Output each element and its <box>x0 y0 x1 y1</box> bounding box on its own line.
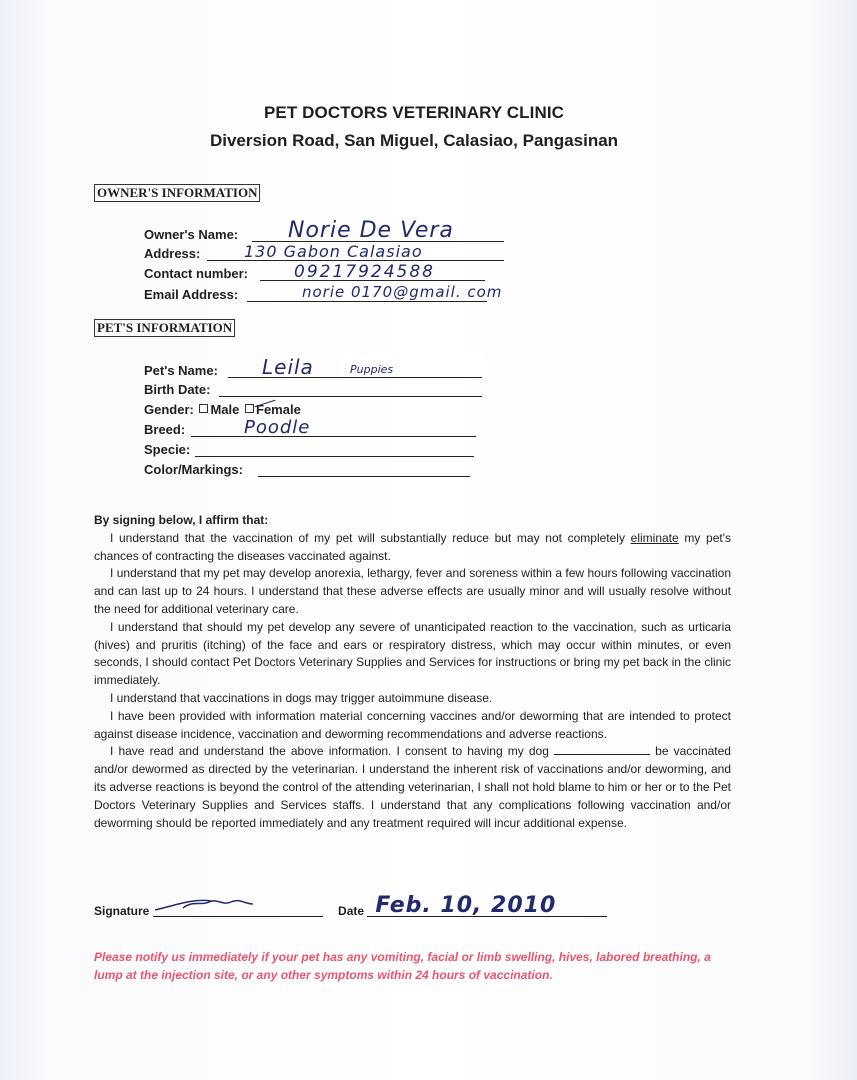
pet-name-value: Leila <box>262 355 314 379</box>
pet-specie-line <box>195 455 474 457</box>
owner-name-value: Norie De Vera <box>288 218 454 243</box>
consent-heading: By signing below, I affirm that: <box>94 513 269 527</box>
pet-gender-label: Gender: <box>144 402 194 417</box>
male-checkbox[interactable] <box>199 404 208 413</box>
date-line[interactable] <box>367 893 607 918</box>
consent-paragraph-1 <box>94 530 731 566</box>
owner-address-label: Address: <box>144 246 201 261</box>
owner-contact-label: Contact number: <box>144 266 248 281</box>
pet-color-label: Color/Markings: <box>144 462 243 477</box>
pet-section-title: PET'S INFORMATION <box>94 319 235 337</box>
consent-paragraph-5: I have been provided with information material concerning vaccines and/or deworming that are intended to protect against disease incidence, vaccination and deworming recommendations and adverse reactions. <box>94 708 731 741</box>
consent-p6-after: be vaccinated and/or dewormed as directed by the veterinarian. I understand the inherent risk of vaccinations and/or deworming, and its adverse reactions is beyond the control of the attending veterinarian, I shall not hold blame to him or her or to the Pet Doctors Veterinary Supplies and Services staffs. I understand that any complications following vaccination and/or deworming should be reported immediately and any treatment required will incur additional expense. <box>94 744 731 830</box>
consent-paragraph-6 <box>94 743 731 832</box>
pet-gender-field[interactable] <box>144 399 384 419</box>
date-value: Feb. 10, 2010 <box>375 893 557 918</box>
owner-address-value: 130 Gabon Calasiao <box>244 242 423 261</box>
signature-row <box>94 893 607 918</box>
consent-p1-underlined: eliminate <box>630 530 679 545</box>
signature-line[interactable] <box>153 904 323 917</box>
date-label: Date <box>338 904 365 918</box>
owner-address-field[interactable] <box>144 243 514 263</box>
owner-contact-value: 09217924588 <box>294 262 435 282</box>
owner-name-label: Owner's Name: <box>144 227 239 242</box>
consent-p1-after: my pet's chances of contracting the diseases vaccinated against. <box>94 530 731 563</box>
consent-paragraph-2: I understand that my pet may develop anorexia, lethargy, fever and soreness within a few hours following vaccination and can last up to 24 hours. I understand that these adverse effects are usually minor and will usually resolve without the need for additional veterinary care. <box>94 566 731 616</box>
clinic-name: PET DOCTORS VETERINARY CLINIC <box>263 103 565 122</box>
clinic-address: Diversion Road, San Miguel, Calasiao, Pangasinan <box>209 131 619 150</box>
signature-scribble <box>153 892 263 918</box>
pet-birth-line <box>219 395 482 397</box>
pet-name-field[interactable] <box>144 355 484 380</box>
consent-paragraph-3: I understand that should my pet develop any severe of unanticipated reaction to the vaccination, such as urticaria (hives) and pruritis (itching) of the face and ears or respiratory distress, which may occur within minutes, or even seconds, I should contact Pet Doctors Veterinary Supplies and Services for instructions or bring my pet back in the clinic immediately. <box>94 619 731 688</box>
pet-birth-field[interactable] <box>144 379 484 399</box>
pet-name-label: Pet's Name: <box>144 363 218 378</box>
owner-email-label: Email Address: <box>144 287 239 302</box>
pet-name-extra: Puppies <box>350 363 394 376</box>
dog-name-blank[interactable] <box>554 744 650 755</box>
pet-specie-field[interactable] <box>144 439 484 459</box>
female-label: Female <box>256 402 301 417</box>
pet-specie-label: Specie: <box>144 442 191 457</box>
consent-p6-before: I have read and understand the above information. I consent to having my dog <box>110 744 555 759</box>
pet-breed-label: Breed: <box>144 422 186 437</box>
consent-p1-before: I understand that the vaccination of my pet will substantially reduce but may not completely <box>110 530 631 545</box>
owner-name-field[interactable] <box>144 218 514 244</box>
pet-color-field[interactable] <box>144 459 484 479</box>
male-label: Male <box>210 402 240 417</box>
owner-email-value: norie 0170@gmail. com <box>302 283 503 301</box>
female-checkbox[interactable] <box>245 404 254 413</box>
consent-text <box>94 512 731 832</box>
pet-birth-label: Birth Date: <box>144 382 211 397</box>
signature-label: Signature <box>94 904 150 918</box>
pet-breed-value: Poodle <box>244 417 311 438</box>
owner-contact-field[interactable] <box>144 263 514 283</box>
pet-breed-field[interactable] <box>144 419 484 439</box>
notice-text: Please notify us immediately if your pet has any vomiting, facial or limb swelling, hives, labored breathing, a lump at the injection site, or any other symptoms within 24 hours of vaccination. <box>94 950 711 982</box>
owner-email-field[interactable] <box>144 284 564 304</box>
consent-paragraph-4: I understand that vaccinations in dogs may trigger autoimmune disease. <box>110 690 493 705</box>
owner-section-title: OWNER'S INFORMATION <box>94 184 260 202</box>
pet-breed-line <box>191 435 476 437</box>
pet-color-line <box>258 475 470 477</box>
